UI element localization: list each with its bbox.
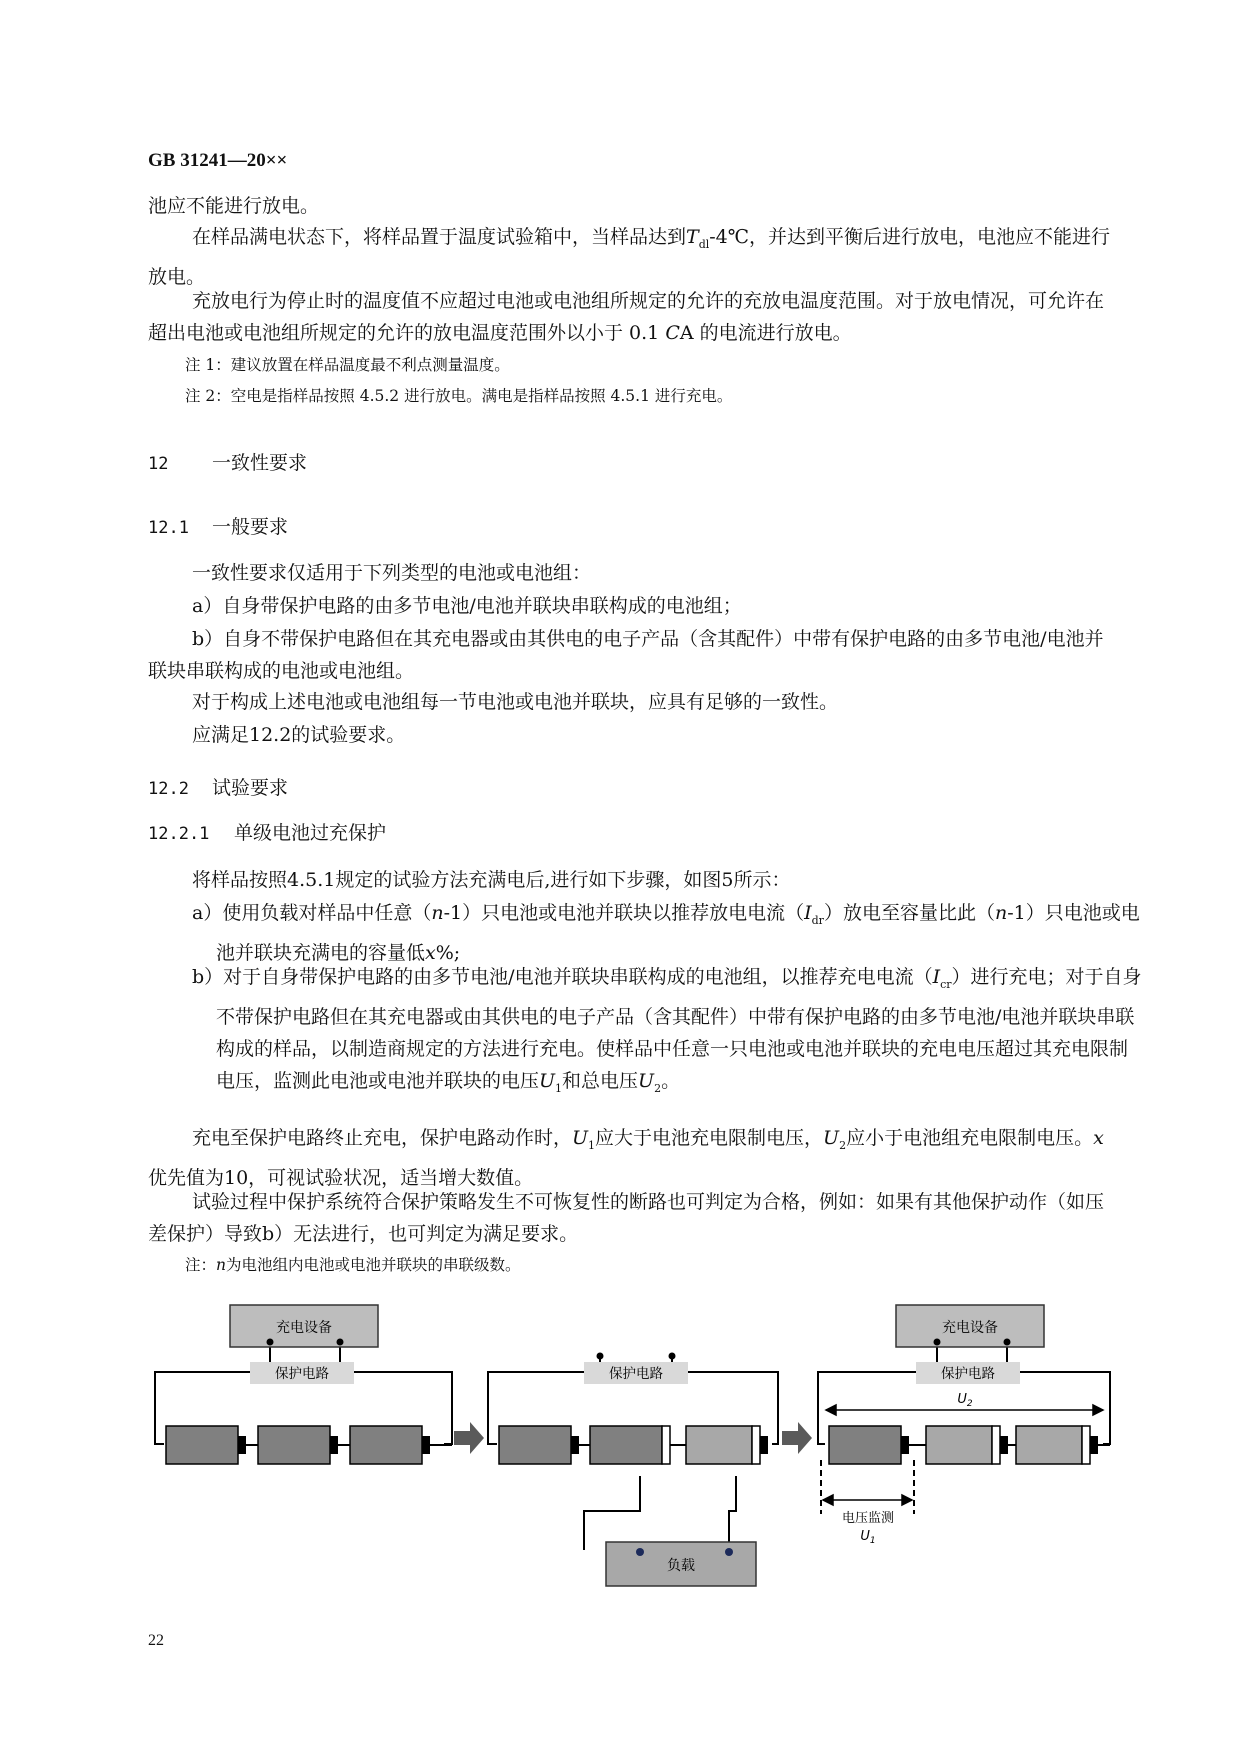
paragraph: 将样品按照4.5.1规定的试验方法充满电后,进行如下步骤，如图5所示： bbox=[192, 869, 791, 891]
list-item-a: a）自身带保护电路的由多节电池/电池并联块串联构成的电池组； bbox=[192, 595, 742, 617]
list-item-b: b）自身不带保护电路但在其充电器或由其供电的电子产品（含其配件）中带有保护电路的由多节电池/电池并联块串联构成的电池或电池组。 bbox=[148, 628, 1104, 682]
u1-label: $U_1$ bbox=[860, 1529, 876, 1546]
step-b: b）对于自身带保护电路的由多节电池/电池并联块串联构成的电池组，以推荐充电电流$(I_{cr})$进行充电；对于自身不带保护电路但在其充电器或由其供电的电子产品（含其配件）中带有保护电路的由多节电池/电池并联块串联构成的样品，以制造商规定的方法进行充电。使样品中任意一只电池或电池并联块的充电电压超过其充电限制电压，监测此电池或电池并联块的电压$U_1$和总电压$U_2$。 bbox=[192, 966, 1142, 1095]
figure-5-diagram bbox=[0, 1300, 1240, 1600]
note-1: 注 1：建议放置在样品温度最不利点测量温度。 bbox=[185, 356, 510, 374]
battery-series-3 bbox=[829, 1426, 1098, 1464]
note-n: 注：n为电池组内电池或电池并联块的串联级数。 bbox=[185, 1256, 521, 1274]
voltage-monitor-label: 电压监测 bbox=[841, 1511, 895, 1526]
charger-label: 充电设备 bbox=[942, 1320, 998, 1336]
arrow-right-icon bbox=[782, 1422, 812, 1454]
paragraph-temp-low: 在样品满电状态下，将样品置于温度试验箱中，当样品达到$T_{dl}-4℃$，并达到平衡后进行放电，电池应不能进行放电。 bbox=[148, 226, 1111, 288]
paragraph: 对于构成上述电池或电池组每一节电池或电池并联块，应具有足够的一致性。 bbox=[192, 691, 839, 713]
paragraph-process: 试验过程中保护系统符合保护策略发生不可恢复性的断路也可判定为合格，例如：如果有其他保护动作（如压差保护）导致b）无法进行，也可判定为满足要求。 bbox=[148, 1191, 1105, 1245]
load-label: 负载 bbox=[667, 1558, 695, 1574]
u1-dimension bbox=[823, 1495, 912, 1505]
protection-circuit-label: 保护电路 bbox=[609, 1366, 663, 1382]
section-12-1-heading: 12.1 一般要求 bbox=[148, 516, 289, 538]
section-12-2-heading: 12.2 试验要求 bbox=[148, 777, 289, 799]
paragraph: 一致性要求仅适用于下列类型的电池或电池组： bbox=[192, 562, 592, 584]
battery-series-2 bbox=[499, 1426, 768, 1464]
charger-label: 充电设备 bbox=[276, 1320, 332, 1336]
step-a: a）使用负载对样品中任意（n-1）只电池或电池并联块以推荐放电电流$(I_{dr})$放电至容量比此（n-1）只电池或电池并联块充满电的容量低x%; bbox=[192, 902, 1140, 964]
paragraph-stop: 充电至保护电路终止充电，保护电路动作时，$U_1$应大于电池充电限制电压，$U_2$应小于电池组充电限制电压。x优先值为10，可视试验状况，适当增大数值。 bbox=[148, 1127, 1104, 1189]
protection-circuit-label: 保护电路 bbox=[275, 1366, 329, 1382]
paragraph-temp-range: 充放电行为停止时的温度值不应超过电池或电池组所规定的允许的充放电温度范围。对于放电情况，可允许在超出电池或电池组所规定的允许的放电温度范围外以小于 0.1 CA 的电流进行放电。 bbox=[148, 290, 1105, 344]
battery-series-1 bbox=[166, 1426, 430, 1464]
section-12-2-1-heading: 12.2.1 单级电池过充保护 bbox=[148, 822, 387, 844]
note-2: 注 2：空电是指样品按照 4.5.2 进行放电。满电是指样品按照 4.5.1 进行充电。 bbox=[185, 387, 733, 405]
paragraph: 应满足12.2的试验要求。 bbox=[192, 724, 406, 746]
page-number: 22 bbox=[148, 1632, 164, 1649]
standard-header: GB 31241—20×× bbox=[148, 150, 288, 171]
u2-label: $U_2$ bbox=[957, 1392, 973, 1409]
section-12-heading: 12 一致性要求 bbox=[148, 452, 308, 474]
arrow-right-icon bbox=[454, 1422, 484, 1454]
paragraph: 池应不能进行放电。 bbox=[148, 195, 320, 217]
protection-circuit-label: 保护电路 bbox=[941, 1366, 995, 1382]
